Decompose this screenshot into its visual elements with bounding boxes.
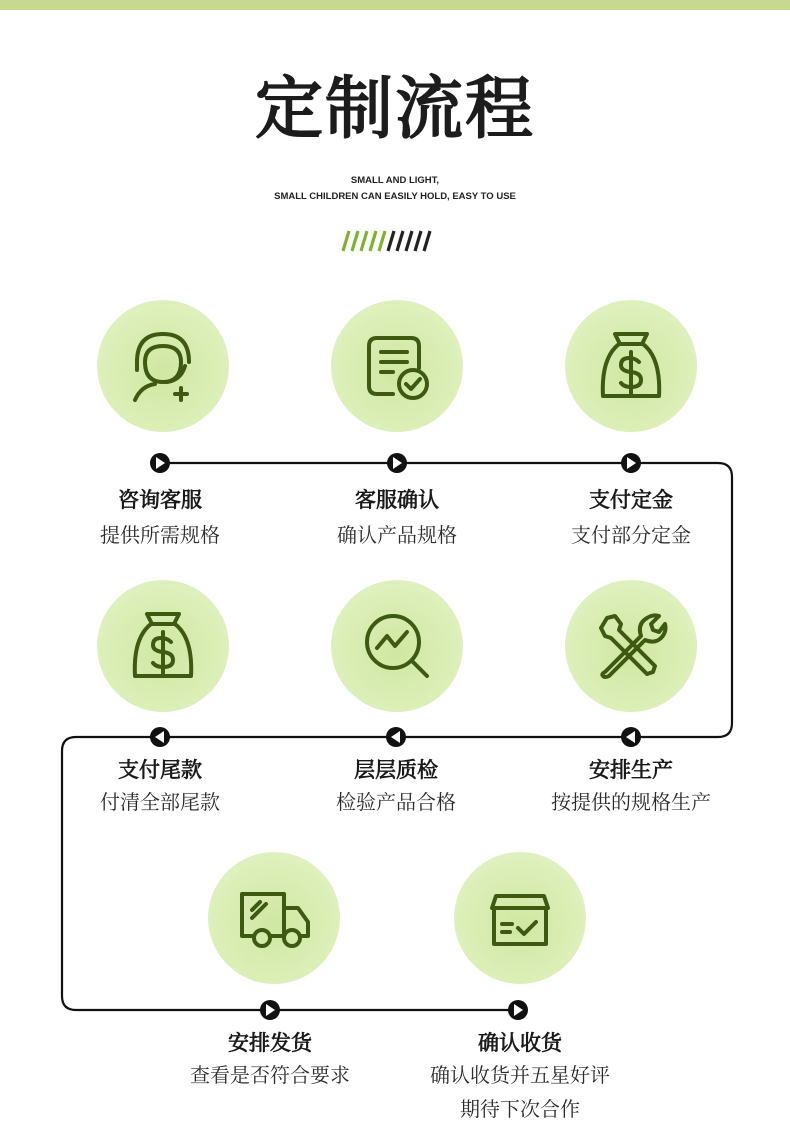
step-7-title: 安排发货 bbox=[228, 1031, 312, 1055]
step-3-desc: 支付部分定金 bbox=[571, 523, 691, 547]
truck-icon bbox=[208, 852, 340, 984]
step-6-title: 安排生产 bbox=[589, 758, 673, 782]
step-1-desc: 提供所需规格 bbox=[100, 523, 220, 547]
arrow-node-6 bbox=[621, 727, 641, 747]
arrow-node-1 bbox=[150, 453, 170, 473]
box-check-icon bbox=[454, 852, 586, 984]
step-8-title: 确认收货 bbox=[478, 1031, 562, 1055]
money-bag-icon bbox=[565, 300, 697, 432]
step-6-icon-circle bbox=[565, 580, 697, 712]
step-8-desc-line-2: 期待下次合作 bbox=[460, 1097, 580, 1121]
page-title: 定制流程 bbox=[254, 70, 535, 149]
step-6-desc: 按提供的规格生产 bbox=[551, 790, 711, 814]
step-2-icon-circle bbox=[331, 300, 463, 432]
step-3-icon-circle bbox=[565, 300, 697, 432]
step-8-icon-circle bbox=[454, 852, 586, 984]
step-7-icon-circle bbox=[208, 852, 340, 984]
arrow-node-5 bbox=[386, 727, 406, 747]
step-5-desc: 检验产品合格 bbox=[336, 790, 456, 814]
step-7-desc: 查看是否符合要求 bbox=[190, 1063, 350, 1087]
step-2-title: 客服确认 bbox=[355, 488, 439, 512]
step-1-icon-circle bbox=[97, 300, 229, 432]
customer-service-icon bbox=[97, 300, 229, 432]
step-5-icon-circle bbox=[331, 580, 463, 712]
step-1-title: 咨询客服 bbox=[118, 488, 202, 512]
subtitle-line-1: SMALL AND LIGHT, bbox=[350, 175, 440, 186]
step-8-desc: 确认收货并五星好评 bbox=[430, 1063, 610, 1087]
step-2-desc: 确认产品规格 bbox=[337, 523, 457, 547]
arrow-node-3 bbox=[621, 453, 641, 473]
step-4-desc: 付清全部尾款 bbox=[100, 790, 220, 814]
checklist-icon bbox=[331, 300, 463, 432]
magnifier-chart-icon bbox=[331, 580, 463, 712]
subtitle-line-2: SMALL CHILDREN CAN EASILY HOLD, EASY TO USE bbox=[274, 191, 516, 202]
step-5-title: 层层质检 bbox=[354, 758, 438, 782]
money-bag-icon bbox=[97, 580, 229, 712]
step-4-title: 支付尾款 bbox=[118, 758, 202, 782]
step-3-title: 支付定金 bbox=[589, 488, 673, 512]
arrow-node-2 bbox=[387, 453, 407, 473]
step-4-icon-circle bbox=[97, 580, 229, 712]
arrow-node-7 bbox=[260, 1000, 280, 1020]
arrow-node-8 bbox=[508, 1000, 528, 1020]
arrow-node-4 bbox=[150, 727, 170, 747]
tools-icon bbox=[565, 580, 697, 712]
